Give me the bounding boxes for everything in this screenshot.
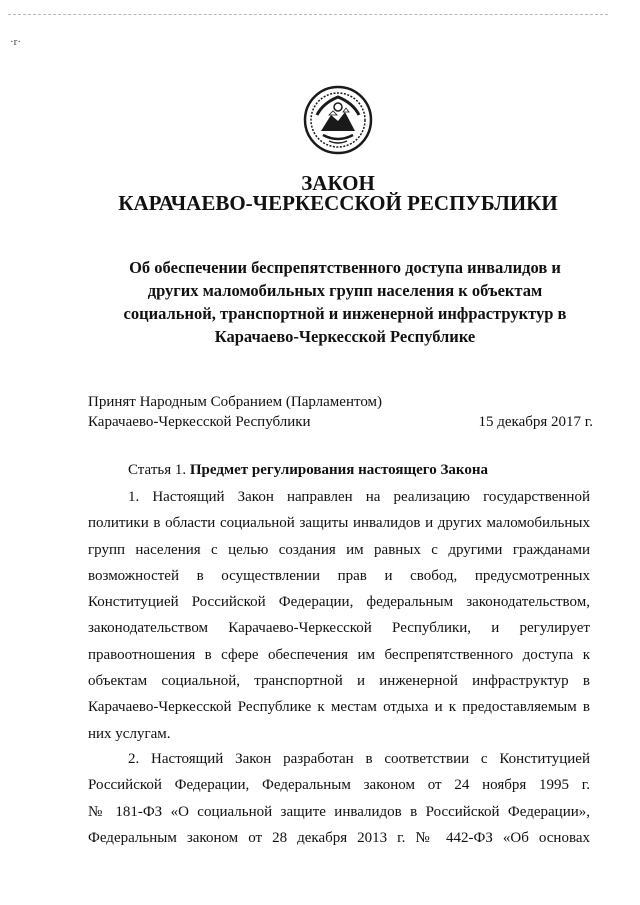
paragraph-line: № 181-ФЗ «О социальной защите инвалидов в Российской Федерации», <box>88 803 590 820</box>
subject-line: других маломобильных групп населения к объектам <box>147 281 543 300</box>
paragraph-line: них услугам. <box>88 725 171 742</box>
paragraph-line: возможностей в осуществлении прав и свобод, предусмотренных <box>88 567 590 584</box>
corner-mark: ·r· <box>10 36 21 48</box>
coat-of-arms-icon <box>303 85 373 155</box>
article-heading <box>128 460 488 480</box>
paragraph-line: Российской Федерации, Федеральным законом от 24 ноября 1995 г. <box>88 777 590 794</box>
scan-artifact-line <box>8 14 608 15</box>
article-title: Предмет регулирования настоящего Закона <box>189 462 488 478</box>
adoption-block <box>88 392 593 432</box>
subject-line: Карачаево-Черкесской Республике <box>214 327 476 346</box>
adoption-body-name: Карачаево-Черкесской Республики <box>88 414 311 430</box>
document-type-title: ЗАКОН <box>301 171 375 195</box>
article-paragraph-1 <box>88 484 590 747</box>
article-label: Статья 1. <box>128 462 187 478</box>
paragraph-line: 2. Настоящий Закон разработан в соответствии с Конституцией <box>128 751 590 767</box>
paragraph-line: Карачаево-Черкесской Республике к местам отдыха и к предоставляемым в <box>88 699 590 716</box>
subject-line: социальной, транспортной и инженерной инфраструктур в <box>123 304 567 323</box>
paragraph-line: законодательством Карачаево-Черкесской Республики, и регулирует <box>88 620 590 637</box>
paragraph-line: 1. Настоящий Закон направлен на реализацию государственной <box>128 489 590 505</box>
paragraph-line: политики в области социальной защиты инвалидов и других маломобильных <box>88 515 590 532</box>
republic-title: КАРАЧАЕВО-ЧЕРКЕССКОЙ РЕСПУБЛИКИ <box>118 191 558 215</box>
law-subject-heading <box>80 256 610 348</box>
paragraph-line: групп населения с целью создания им равных с другими гражданами <box>88 541 590 558</box>
paragraph-line: объектам социальной, транспортной и инженерной инфраструктур в <box>88 673 590 690</box>
paragraph-line: Федеральным законом от 28 декабря 2013 г. № 442-ФЗ «Об основах <box>88 829 590 846</box>
paragraph-line: правоотношения в сфере обеспечения им беспрепятственного доступа к <box>88 646 590 663</box>
adoption-date: 15 декабря 2017 г. <box>478 414 593 430</box>
subject-line: Об обеспечении беспрепятственного доступа инвалидов и <box>129 258 561 277</box>
paragraph-line: Конституцией Российской Федерации, федеральным законодательством, <box>88 594 590 611</box>
adoption-body: Принят Народным Собранием (Парламентом) <box>88 394 383 410</box>
article-paragraph-2 <box>88 746 590 851</box>
